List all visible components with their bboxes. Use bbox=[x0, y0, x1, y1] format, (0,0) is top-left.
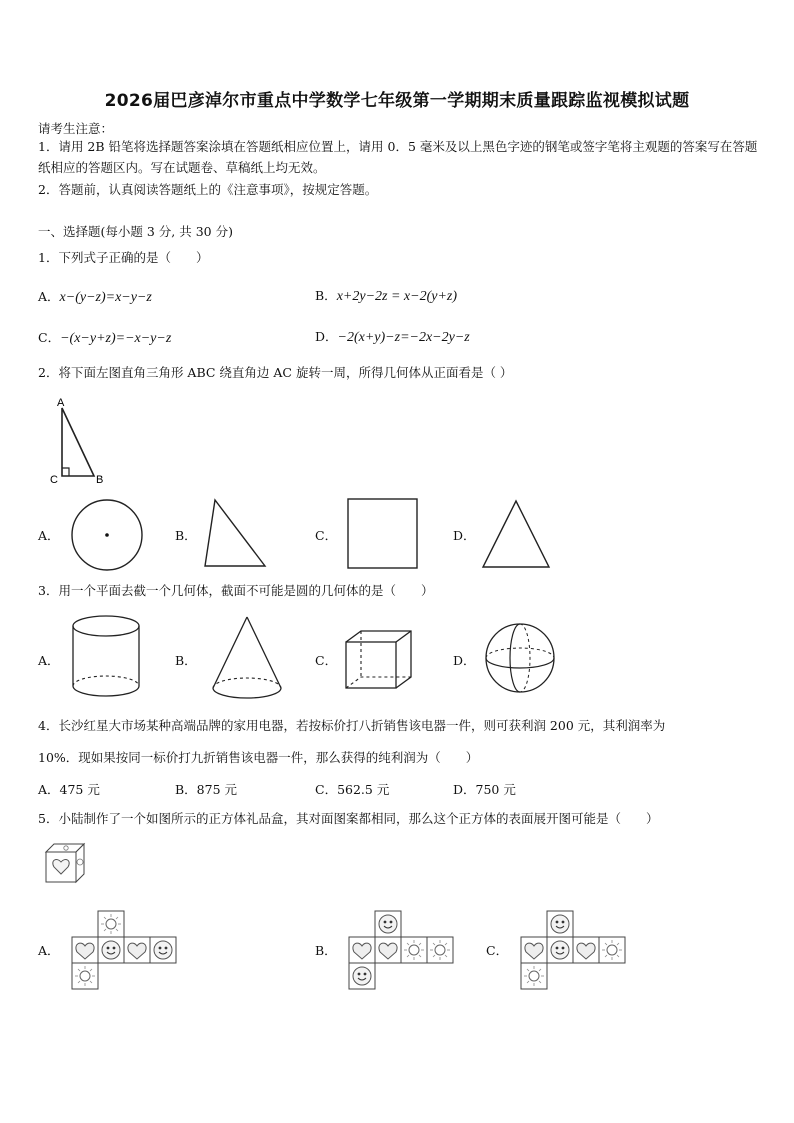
notice-line-2: 2．答题前，认真阅读答题纸上的《注意事项》，按规定答题。 bbox=[38, 182, 378, 197]
q2-a-label[interactable]: A． bbox=[38, 528, 60, 543]
q1-d-label: D． bbox=[315, 329, 338, 344]
notice-heading: 请考生注意： bbox=[38, 121, 114, 136]
q2-stem: 2．将下面左图直角三角形 ABC 绕直角边 AC 旋转一周，所得几何体从正面看是（ ） bbox=[38, 365, 513, 380]
point-a-label: A bbox=[57, 397, 65, 409]
q4-stem-line-1: 4．长沙红星大市场某种高端品牌的家用电器，若按标价打八折销售该电器一件，则可获利润 200 元，其利润率为 bbox=[38, 718, 666, 733]
q4-option-a[interactable]: A．475 元 bbox=[38, 782, 100, 797]
q3-d-label[interactable]: D． bbox=[453, 653, 476, 668]
q1-option-b[interactable] bbox=[315, 286, 457, 305]
q5-a-label[interactable]: A． bbox=[38, 943, 60, 958]
q3-option-c-cube[interactable] bbox=[343, 628, 415, 692]
q5-stem: 5．小陆制作了一个如图所示的正方体礼品盒，其对面图案都相同，那么这个正方体的表面展开图可能是（ ） bbox=[38, 811, 659, 826]
q4-option-c[interactable]: C．562.5 元 bbox=[315, 782, 390, 797]
point-c-label: C bbox=[50, 474, 58, 486]
q3-c-label[interactable]: C． bbox=[315, 653, 338, 668]
q2-option-d-isosceles-triangle[interactable] bbox=[481, 497, 553, 571]
q3-stem: 3．用一个平面去截一个几何体，截面不可能是圆的几何体的是（ ） bbox=[38, 583, 434, 598]
q5-option-c-net[interactable] bbox=[519, 910, 629, 992]
point-b-label: B bbox=[96, 474, 104, 486]
q1-b-expr: x+2y−2z = x−2(y+z) bbox=[336, 289, 457, 304]
net-a-sun-face-top bbox=[98, 911, 124, 937]
q3-option-a-cylinder[interactable] bbox=[70, 614, 142, 700]
notice-line-1: 1．请用 2B 铅笔将选择题答案涂填在答题纸相应位置上，请用 0．5 毫米及以上黑色字迹的钢笔或签字笔将主观题的答案写在答题纸相应的答题区内。写在试题卷、草稿纸上均无效。 bbox=[38, 139, 758, 175]
q1-option-d[interactable] bbox=[315, 327, 470, 346]
q1-option-a[interactable] bbox=[38, 287, 152, 306]
q1-d-expr: −2(x+y)−z=−2x−2y−z bbox=[337, 330, 470, 345]
q3-option-d-sphere[interactable] bbox=[484, 622, 558, 696]
q2-d-label[interactable]: D． bbox=[453, 528, 476, 543]
q2-option-a-circle[interactable] bbox=[70, 500, 146, 572]
q5-c-label[interactable]: C． bbox=[486, 943, 509, 958]
right-triangle-abc-figure bbox=[44, 396, 114, 488]
q2-b-label[interactable]: B． bbox=[175, 528, 197, 543]
q1-a-expr: x−(y−z)=x−y−z bbox=[59, 290, 152, 305]
q1-b-label: B． bbox=[315, 288, 337, 303]
q5-option-b-net[interactable] bbox=[347, 910, 457, 992]
q2-c-label[interactable]: C． bbox=[315, 528, 338, 543]
q3-b-label[interactable]: B． bbox=[175, 653, 197, 668]
q2-option-b-triangle[interactable] bbox=[203, 496, 273, 572]
q2-option-c-square[interactable] bbox=[346, 497, 420, 569]
q1-c-expr: −(x−y+z)=−x−y−z bbox=[60, 331, 172, 346]
q1-option-c[interactable] bbox=[38, 328, 171, 347]
q1-a-label: A． bbox=[38, 289, 60, 304]
q5-b-label[interactable]: B． bbox=[315, 943, 337, 958]
q4-option-b[interactable]: B．875 元 bbox=[175, 782, 238, 797]
q3-option-b-cone[interactable] bbox=[209, 614, 289, 702]
q1-stem: 1．下列式子正确的是（ ） bbox=[38, 250, 209, 265]
q1-c-label: C． bbox=[38, 330, 61, 345]
q5-option-a-net[interactable] bbox=[70, 910, 180, 992]
section-heading: 一、选择题(每小题 3 分, 共 30 分) bbox=[38, 224, 233, 239]
page-title: 2026届巴彦淖尔市重点中学数学七年级第一学期期末质量跟踪监视模拟试题 bbox=[104, 91, 690, 111]
gift-box-cube-figure bbox=[42, 840, 90, 888]
q4-option-d[interactable]: D．750 元 bbox=[453, 782, 516, 797]
q4-stem-line-2: 10%．现如果按同一标价打九折销售该电器一件，那么获得的纯利润为（ ） bbox=[38, 750, 479, 765]
q3-a-label[interactable]: A． bbox=[38, 653, 60, 668]
